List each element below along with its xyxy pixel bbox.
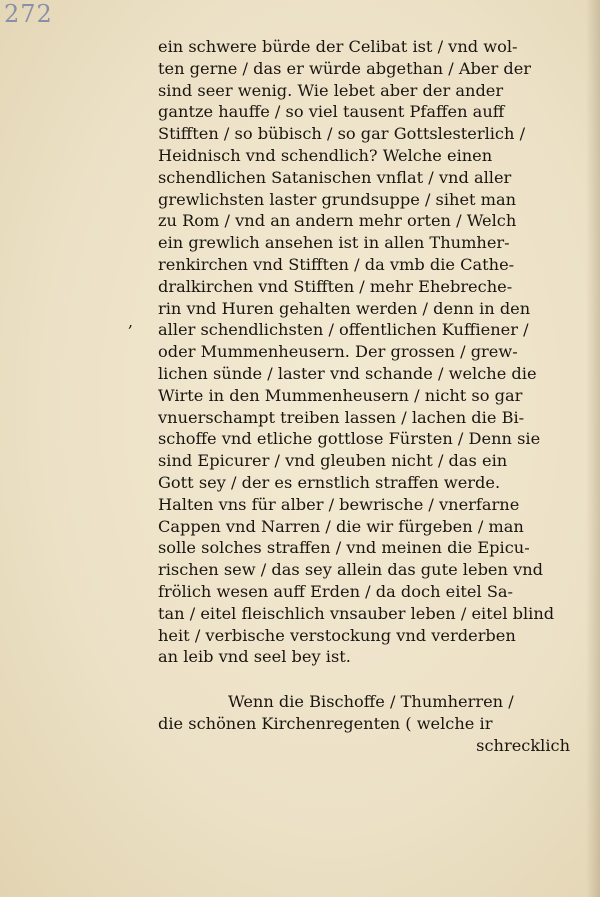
text-line: Cappen vnd Narren / die wir fürgeben / man [158, 516, 524, 536]
text-line: solle solches straffen / vnd meinen die Epicu- [158, 538, 530, 558]
page-edge-shadow [586, 0, 600, 897]
text-line: die schönen Kirchenregenten ( welche ir [158, 713, 493, 733]
text-line: Heidnisch vnd schendlich? Welche einen [158, 145, 493, 165]
text-line: heit / verbische verstockung vnd verderben [158, 625, 516, 645]
page-number: 272 [4, 0, 53, 28]
text-line: lichen sünde / laster vnd schande / welche die [158, 363, 537, 383]
text-line: Gott sey / der es ernstlich straffen werde. [158, 472, 501, 492]
text-line: rin vnd Huren gehalten werden / denn in den [158, 298, 531, 318]
text-line: sind Epicurer / vnd gleuben nicht / das ein [158, 451, 508, 471]
text-line: frölich wesen auff Erden / da doch eitel Sa- [158, 581, 514, 601]
body-text [158, 36, 578, 757]
text-line: rischen sew / das sey allein das gute leben vnd [158, 560, 544, 580]
text-line: Wirte in den Mummenheusern / nicht so gar [158, 385, 523, 405]
text-line: schoffe vnd etliche gottlose Fürsten / Denn sie [158, 429, 541, 449]
text-line: Halten vns für alber / bewrische / vnerfarne [158, 494, 520, 514]
text-line: ein grewlich ansehen ist in allen Thumher- [158, 233, 510, 253]
text-line: Wenn die Bischoffe / Thumherren / [228, 692, 514, 712]
margin-mark: , [128, 312, 134, 331]
text-line: dralkirchen vnd Stifften / mehr Ehebreche- [158, 276, 513, 296]
text-line: Stifften / so bübisch / so gar Gottslesterlich / [158, 124, 526, 144]
text-line: sind seer wenig. Wie lebet aber der ander [158, 80, 504, 100]
text-line: oder Mummenheusern. Der grossen / grew- [158, 342, 518, 362]
text-line: ten gerne / das er würde abgethan / Aber der [158, 58, 532, 78]
paragraph-1 [158, 36, 578, 668]
text-line: tan / eitel fleischlich vnsauber leben / eitel blind [158, 603, 555, 623]
text-line: vnuerschampt treiben lassen / lachen die Bi- [158, 407, 525, 427]
text-line: ein schwere bürde der Celibat ist / vnd wol- [158, 37, 518, 56]
text-line: schrecklich [476, 735, 570, 755]
paragraph-2 [158, 691, 578, 756]
text-line: renkirchen vnd Stifften / da vmb die Cathe- [158, 254, 515, 274]
text-line: zu Rom / vnd an andern mehr orten / Welch [158, 211, 517, 231]
text-line: an leib vnd seel bey ist. [158, 647, 351, 667]
text-line: aller schendlichsten / offentlichen Kuffiener / [158, 320, 529, 340]
text-line: schendlichen Satanischen vnflat / vnd aller [158, 167, 512, 187]
text-line: grewlichsten laster grundsuppe / sihet man [158, 189, 517, 209]
text-line: gantze hauffe / so viel tausent Pfaffen auff [158, 102, 505, 122]
